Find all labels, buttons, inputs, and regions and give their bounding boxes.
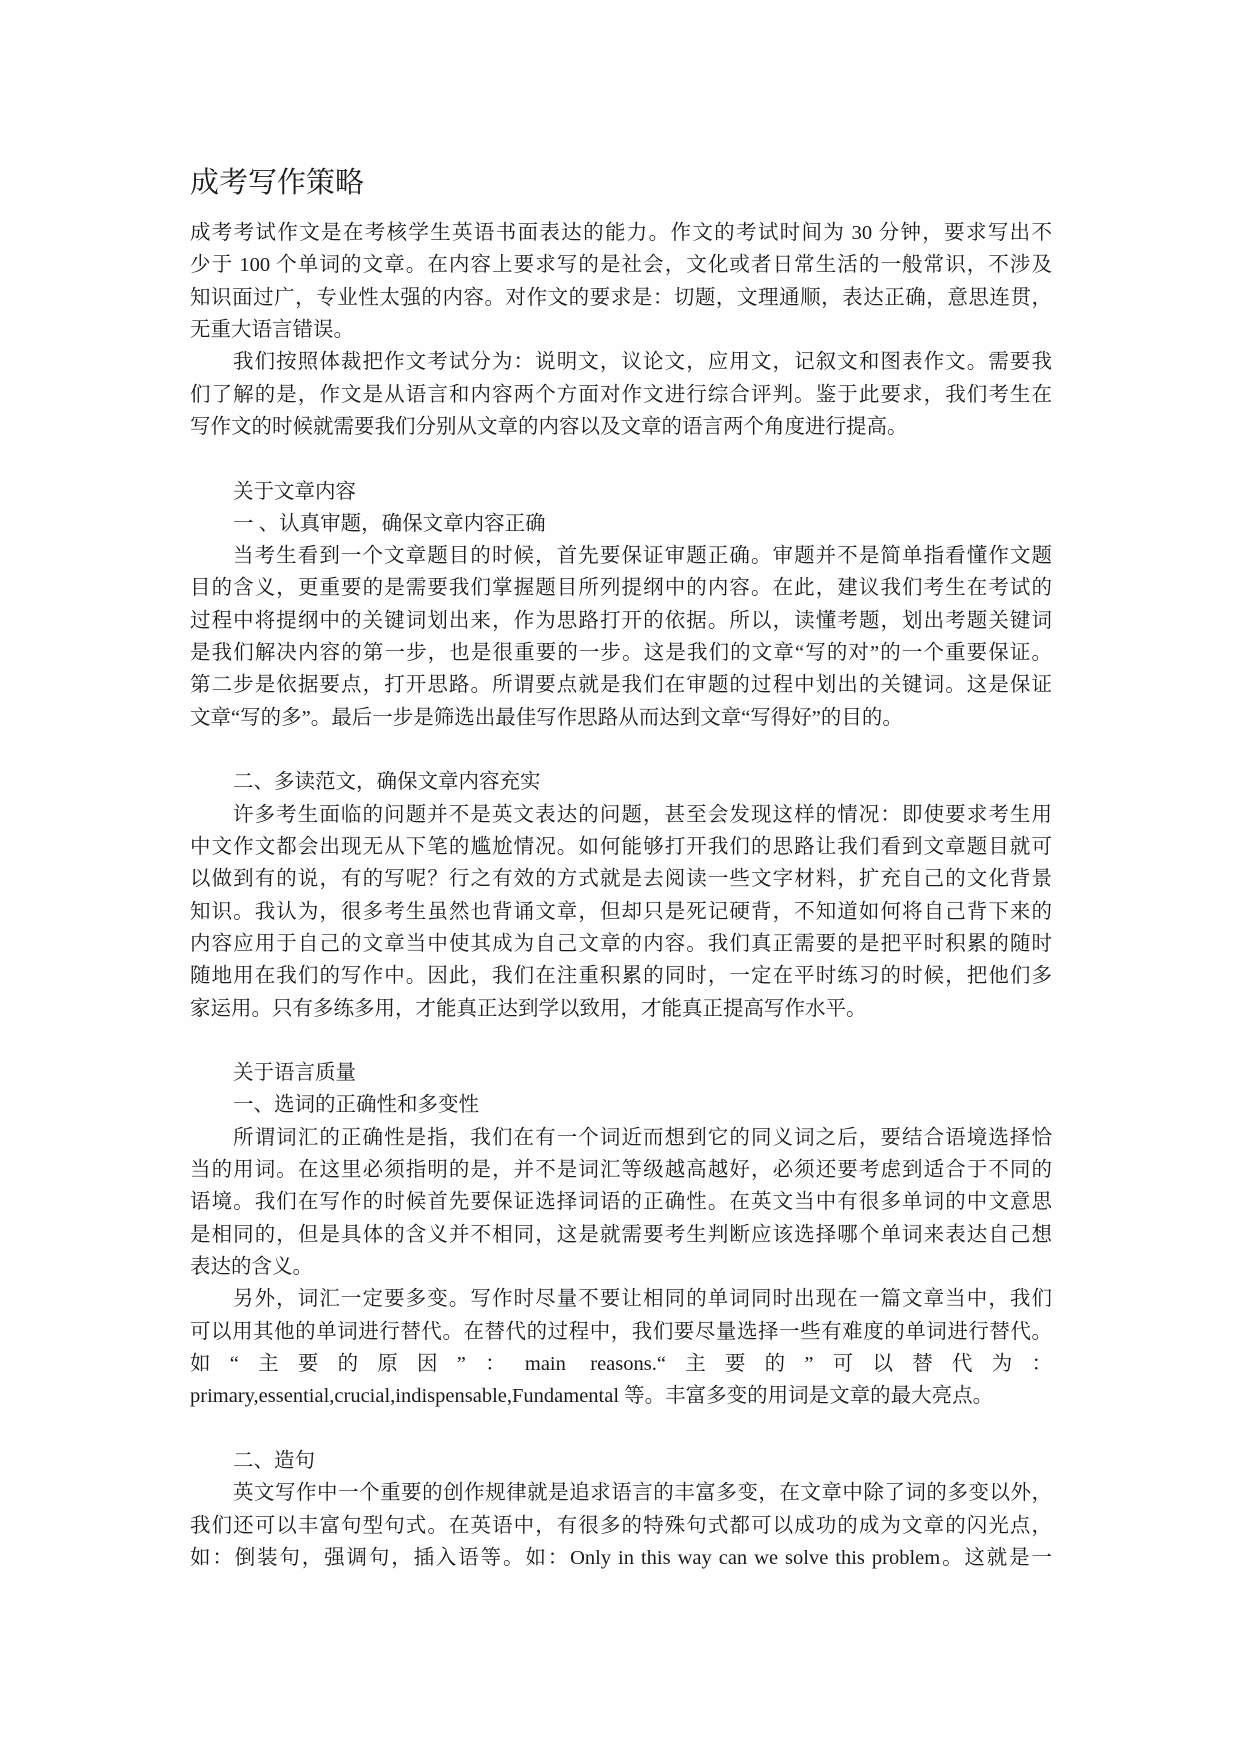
- body-line: 知识面过广，专业性太强的内容。对作文的要求是：切题，文理通顺，表达正确，意思连贯，: [190, 286, 1052, 309]
- subsection-heading: 二、造句: [233, 1449, 315, 1472]
- language-section-1-paragraph-2: [190, 1283, 1052, 1412]
- content-section-1-paragraph: [190, 540, 1052, 734]
- language-section-1-paragraph-1: [190, 1122, 1052, 1284]
- language-section-2-paragraph: [190, 1477, 1052, 1574]
- body-line: 写作文的时候就需要我们分别从文章的内容以及文章的语言两个角度进行提高。: [190, 415, 908, 438]
- body-line: 以做到有的说，有的写呢？行之有效的方式就是去阅读一些文字材料，扩充自己的文化背景: [190, 868, 1052, 891]
- body-line: 无重大语言错误。: [190, 318, 354, 341]
- body-line: 许多考生面临的问题并不是英文表达的问题，甚至会发现这样的情况：即使要求考生用: [233, 803, 1052, 826]
- body-line: 可以用其他的单词进行替代。在替代的过程中，我们要尽量选择一些有难度的单词进行替代。: [190, 1320, 1052, 1343]
- body-line: 如“主要的原因”：main reasons.“主要的”可以替代为：: [190, 1352, 1052, 1375]
- document-title: 成考写作策略: [190, 167, 365, 199]
- subsection-heading: 二、多读范文，确保文章内容充实: [233, 771, 541, 794]
- body-line: 表达的含义。: [190, 1256, 313, 1278]
- body-line: 语境。我们在写作的时候首先要保证选择词语的正确性。在英文当中有很多单词的中文意思: [190, 1191, 1052, 1214]
- body-line: 我们还可以丰富句型句式。在英语中，有很多的特殊句式都可以成功的成为文章的闪光点，: [190, 1514, 1052, 1537]
- body-line: 少于 100 个单词的文章。在内容上要求写的是社会，文化或者日常生活的一般常识，不涉及: [190, 254, 1052, 277]
- body-line: 家运用。只有多练多用，才能真正达到学以致用，才能真正提高写作水平。: [190, 997, 867, 1020]
- content-section-2-paragraph: [190, 799, 1052, 1025]
- body-line: 成考考试作文是在考核学生英语书面表达的能力。作文的考试时间为 30 分钟，要求写出不: [190, 222, 1052, 244]
- body-line: 英文写作中一个重要的创作规律就是追求语言的丰富多变，在文章中除了词的多变以外，: [233, 1482, 1052, 1505]
- body-line: 另外，词汇一定要多变。写作时尽量不要让相同的单词同时出现在一篇文章当中，我们: [233, 1288, 1052, 1311]
- blank-line: [190, 443, 1052, 475]
- body-line: 们了解的是，作文是从语言和内容两个方面对作文进行综合评判。鉴于此要求，我们考生在: [190, 383, 1052, 406]
- body-line: 如：倒装句，强调句，插入语等。如：Only in this way can we solve this problem。这就是一: [190, 1546, 1052, 1569]
- body-line: 是相同的，但是具体的含义并不相同，这是就需要考生判断应该选择哪个单词来表达自己想: [190, 1223, 1052, 1246]
- body-line: 所谓词汇的正确性是指，我们在有一个词近而想到它的同义词之后，要结合语境选择恰: [233, 1126, 1052, 1149]
- body-line: 目的含义，更重要的是需要我们掌握题目所列提纲中的内容。在此，建议我们考生在考试的: [190, 577, 1052, 600]
- section-heading-content: 关于文章内容: [233, 480, 356, 503]
- blank-line: [190, 734, 1052, 766]
- body-line: 随地用在我们的写作中。因此，我们在注重积累的同时，一定在平时练习的时候，把他们多: [190, 965, 1052, 988]
- body-line: 是我们解决内容的第一步，也是很重要的一步。这是我们的文章“写的对”的一个重要保证。: [190, 642, 1052, 665]
- document-body: [190, 217, 1052, 1574]
- blank-line: [190, 1025, 1052, 1057]
- subsection-heading: 一 、认真审题，确保文章内容正确: [233, 512, 546, 535]
- body-line: 当考生看到一个文章题目的时候，首先要保证审题正确。审题并不是简单指看懂作文题: [233, 545, 1052, 568]
- body-line: 中文作文都会出现无从下笔的尴尬情况。如何能够打开我们的思路让我们看到文章题目就可: [190, 835, 1052, 858]
- body-line: 内容应用于自己的文章当中使其成为自己文章的内容。我们真正需要的是把平时积累的随时: [190, 932, 1052, 955]
- blank-line: [190, 1413, 1052, 1445]
- intro-paragraph-1: [190, 217, 1052, 346]
- section-heading-language: 关于语言质量: [233, 1062, 356, 1085]
- subsection-heading: 一、选词的正确性和多变性: [233, 1094, 479, 1117]
- intro-paragraph-2: [190, 346, 1052, 443]
- body-line: primary,essential,crucial,indispensable,Fundamental 等。丰富多变的用词是文章的最大亮点。: [190, 1385, 994, 1408]
- body-line: 知识。我认为，很多考生虽然也背诵文章，但却只是死记硬背，不知道如何将自己背下来的: [190, 900, 1052, 923]
- body-line: 我们按照体裁把作文考试分为：说明文，议论文，应用文，记叙文和图表作文。需要我: [233, 351, 1052, 374]
- body-line: 文章“写的多”。最后一步是筛选出最佳写作思路从而达到文章“写得好”的目的。: [190, 706, 903, 729]
- body-line: 当的用词。在这里必须指明的是，并不是词汇等级越高越好，必须还要考虑到适合于不同的: [190, 1159, 1052, 1182]
- body-line: 第二步是依据要点，打开思路。所谓要点就是我们在审题的过程中划出的关键词。这是保证: [190, 674, 1052, 697]
- body-line: 过程中将提纲中的关键词划出来，作为思路打开的依据。所以，读懂考题，划出考题关键词: [190, 609, 1052, 632]
